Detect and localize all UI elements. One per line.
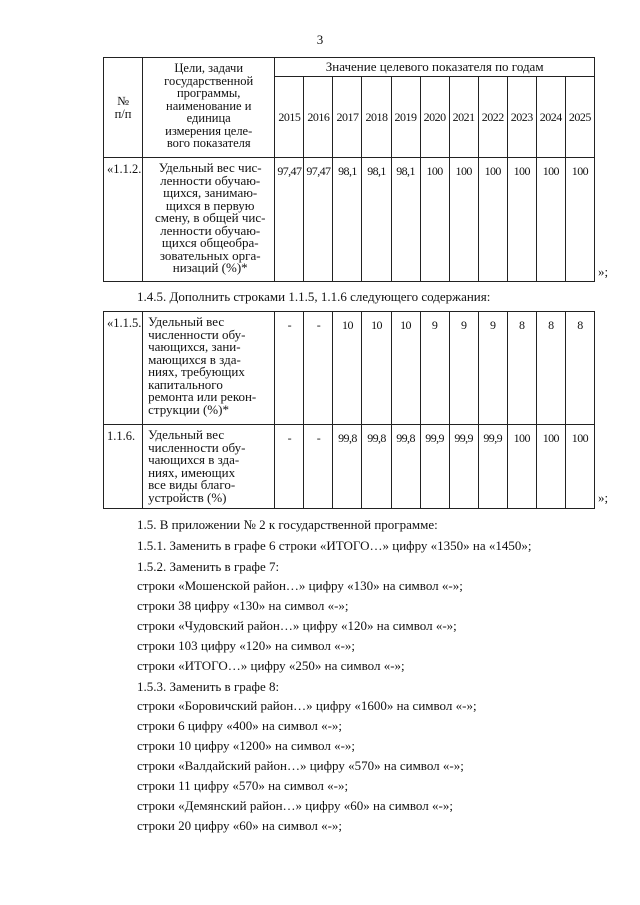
value-cell: 99,8 [333, 425, 362, 509]
header-name-column: Цели, задачи государственной программы, наименование и единица измерения целе- вого показателя [143, 58, 275, 158]
paragraph-1-4-5: 1.4.5. Дополнить строками 1.1.5, 1.1.6 следующего содержания: [137, 289, 491, 304]
page-number: 3 [316, 32, 324, 47]
value-cell: 99,8 [391, 425, 420, 509]
value-cell: 100 [565, 425, 594, 509]
value-cell: 99,8 [362, 425, 391, 509]
body-text-line: 1.5.1. Заменить в графе 6 строки «ИТОГО…» цифру «1350» на «1450»; [137, 538, 532, 553]
row-number: «1.1.2. [104, 158, 143, 282]
body-text-line: строки «Мошенской район…» цифру «130» на символ «-»; [137, 578, 463, 593]
year-header-cell: 2017 [333, 77, 362, 158]
target-indicator-table-2 [103, 311, 595, 509]
value-cell: 9 [478, 312, 507, 425]
body-text-line: 1.5.2. Заменить в графе 7: [137, 559, 280, 574]
body-text-line: строки «Боровичский район…» цифру «1600» на символ «-»; [137, 698, 477, 713]
closing-quote: »; [598, 264, 609, 279]
body-text-line: строки 10 цифру «1200» на символ «-»; [137, 738, 356, 753]
value-cell: 100 [449, 158, 478, 282]
body-text-line: строки «ИТОГО…» цифру «250» на символ «-»; [137, 658, 405, 673]
body-text-line: строки 38 цифру «130» на символ «-»; [137, 598, 349, 613]
body-text-line: строки «Демянский район…» цифру «60» на символ «-»; [137, 798, 453, 813]
value-cell: 99,9 [420, 425, 449, 509]
value-cell: - [304, 312, 333, 425]
year-header-cell: 2020 [420, 77, 449, 158]
value-cell: 10 [391, 312, 420, 425]
value-cell: - [275, 312, 304, 425]
year-header-cell: 2022 [478, 77, 507, 158]
value-cell: 100 [536, 158, 565, 282]
value-cell: 10 [362, 312, 391, 425]
year-header-cell: 2023 [507, 77, 536, 158]
body-text-line: строки 11 цифру «570» на символ «-»; [137, 778, 349, 793]
value-cell: 8 [536, 312, 565, 425]
value-cell: - [304, 425, 333, 509]
value-cell: - [275, 425, 304, 509]
row-indicator-name: Удельный вес численности обу- чающихся в зда- ниях, имеющих все виды благо- устройств (%) [143, 425, 275, 509]
value-cell: 8 [507, 312, 536, 425]
row-number: «1.1.5. [104, 312, 143, 425]
year-header-cell: 2021 [449, 77, 478, 158]
body-text-line: строки 6 цифру «400» на символ «-»; [137, 718, 343, 733]
value-cell: 100 [507, 425, 536, 509]
value-cell: 99,9 [478, 425, 507, 509]
body-text-line: строки «Чудовский район…» цифру «120» на символ «-»; [137, 618, 457, 633]
body-text-line: строки 103 цифру «120» на символ «-»; [137, 638, 356, 653]
row-indicator-name: Удельный вес численности обу- чающихся, зани- мающихся в зда- ниях, требующих капитального ремонта или рекон- струкции (%)* [143, 312, 275, 425]
value-cell: 10 [333, 312, 362, 425]
year-header-cell: 2015 [275, 77, 304, 158]
closing-quote: »; [598, 490, 609, 505]
year-header-cell: 2018 [362, 77, 391, 158]
body-text-line: строки «Валдайский район…» цифру «570» на символ «-»; [137, 758, 464, 773]
value-cell: 98,1 [391, 158, 420, 282]
value-cell: 97,47 [275, 158, 304, 282]
header-values-by-year: Значение целевого показателя по годам [275, 58, 595, 77]
value-cell: 100 [565, 158, 594, 282]
value-cell: 99,9 [449, 425, 478, 509]
year-header-cell: 2024 [536, 77, 565, 158]
value-cell: 100 [536, 425, 565, 509]
value-cell: 98,1 [333, 158, 362, 282]
value-cell: 9 [420, 312, 449, 425]
year-header-cell: 2019 [391, 77, 420, 158]
value-cell: 100 [478, 158, 507, 282]
row-indicator-name: Удельный вес чис- ленности обучаю- щихся, занимаю- щихся в первую смену, в общей чис- ленности обучаю- щихся общеобра- зовательных орга- низаций (%)* [143, 158, 275, 282]
year-header-cell: 2025 [565, 77, 594, 158]
header-number-column: № п/п [104, 58, 143, 158]
body-text-line: 1.5.3. Заменить в графе 8: [137, 679, 280, 694]
year-header-cell: 2016 [304, 77, 333, 158]
value-cell: 100 [507, 158, 536, 282]
value-cell: 100 [420, 158, 449, 282]
body-text-line: 1.5. В приложении № 2 к государственной программе: [137, 517, 438, 532]
value-cell: 8 [565, 312, 594, 425]
body-text-line: строки 20 цифру «60» на символ «-»; [137, 818, 343, 833]
row-number: 1.1.6. [104, 425, 143, 509]
value-cell: 98,1 [362, 158, 391, 282]
value-cell: 9 [449, 312, 478, 425]
target-indicator-table-1 [103, 57, 595, 282]
value-cell: 97,47 [304, 158, 333, 282]
